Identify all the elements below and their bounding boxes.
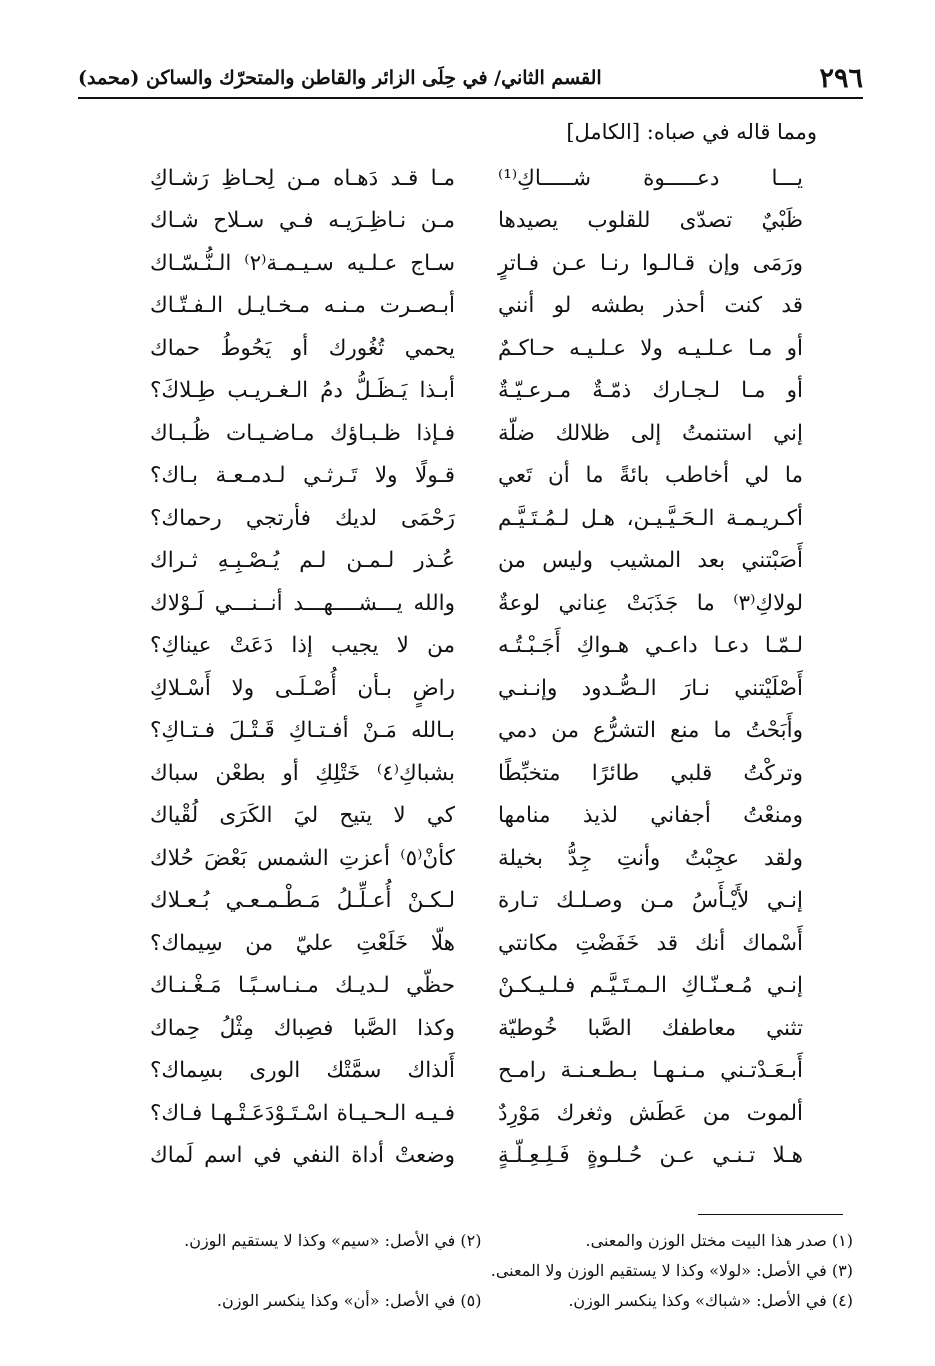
footnote: (٥) في الأصل: «أن» وكذا ينكسر الوزن.	[216, 1291, 482, 1310]
verse	[150, 1092, 803, 1135]
verse	[150, 327, 803, 370]
verse	[150, 497, 803, 540]
verse-second-hemistich: عُـذر لـمـن لـم يُـصْـبِـهِ ثـراك	[150, 548, 455, 574]
verse-second-hemistich: هلّا خَلَعْتِ عليّ من سِيماك؟	[150, 930, 455, 956]
verse-second-hemistich: بـالله مَـنْ أفـتـاكِ قَـتْـلَ فـتـاكِ؟	[150, 718, 455, 744]
verse-second-hemistich: رَحْمَى لديك فأرتجي رحماك؟	[150, 505, 455, 531]
verse-second-hemistich: كي لا يتيح ليَ الكَرَى لُقْياك	[150, 803, 455, 829]
verse	[150, 157, 803, 200]
verse-first-hemistich: ما لي أخاطب بائةً ما أن تَعي	[498, 463, 803, 489]
verse-second-hemistich: فـإذا ظـبـاؤك مـاضـيـات ظُـبـاك	[150, 420, 455, 446]
verse-second-hemistich: مـن نـاظِـرَيـه فـي سـلاح شـاك	[150, 208, 455, 234]
verse-second-hemistich: أبـصـرت مـنـه مـخـايـل الـفـتّـاك	[150, 293, 455, 319]
verse-first-hemistich: ظَبْيٌ تصدّى للقلوب يصيدها	[498, 208, 803, 234]
verse-first-hemistich: ورَمَى وإن قـالـوا رنـا عـن فـاترٍ	[498, 250, 803, 276]
verse	[150, 922, 803, 965]
page-header	[78, 60, 863, 96]
footnote-rule	[698, 1214, 843, 1215]
footnotes	[110, 1226, 853, 1316]
verse-first-hemistich: تثني معاطفك الصَّبا خُوطيّة	[498, 1015, 803, 1041]
footnote: (٤) في الأصل: «شباك» وكذا ينكسر الوزن.	[568, 1291, 853, 1310]
verse-first-hemistich: أو مـا لـجـارك ذمّـةٌ مـرعـيّـةٌ	[498, 378, 803, 404]
verse-first-hemistich: أكـريـمـة الـحَـيَّـيـن، هـل لـمُـتَـيَّـم	[498, 505, 803, 531]
verse-first-hemistich: إنـي لأَيْـأَسُ مـن وصـلـك تـارة	[498, 888, 803, 914]
verse-second-hemistich: بشباكِ⁽٤⁾ خَتْلِكِ أو بطعْن سباك	[150, 760, 455, 786]
verse-second-hemistich: حظّي لـديـك مـنـاسـبًـا مَـغْـنـاك	[150, 973, 455, 999]
verse-first-hemistich: وتركْتُ قلبي طائرًا متخبِّطًا	[498, 760, 803, 786]
verse-second-hemistich: أبـذا يَـظَـلُّ دمُ الـغـريـب طِـلاكَ؟	[150, 378, 455, 404]
verse	[150, 625, 803, 668]
verse-first-hemistich: أَصَبْتني بعد المشيب وليس من	[498, 548, 803, 574]
verse-second-hemistich: يحمي تُغُورك أو يَحُوطُ حماك	[150, 335, 455, 361]
verse-second-hemistich: وضعتْ أداة النفي في اسم لَماك	[150, 1143, 455, 1169]
running-title: القسم الثاني/ في حِلَى الزائر والقاطن والمتحرّك والساكن (محمد)	[78, 67, 602, 89]
verse-second-hemistich: من لا يجيب إذا دَعَتْ عيناكِ؟	[150, 633, 455, 659]
verse-second-hemistich: لـكـنْ أُعـلِّـلُ مَـطْـمـعـي بُـعـلاك	[150, 888, 455, 914]
verse-second-hemistich: أَلذاك سمَّتْك الورى بسِماك؟	[150, 1058, 455, 1084]
verse	[150, 795, 803, 838]
verse	[150, 455, 803, 498]
verse-first-hemistich: أَبـعَـدْتـني مـنـهـا بـطـعـنـة رامـح	[498, 1058, 803, 1084]
verse-second-hemistich: سـاج عـلـيه سـيـمـة⁽٢⁾ الـنُّـسّـاك	[150, 250, 455, 276]
verse-second-hemistich: كأنْ⁽٥⁾ أعزتِ الشمس بَعْضَ حُلاك	[150, 845, 455, 871]
verse-second-hemistich: فـيـه الـحـيـاة اسْـتَـوْدَعَـتْـهـا فـاك؟	[150, 1100, 455, 1126]
poem-intro: ومما قاله في صباه: [الكامل]	[566, 120, 817, 144]
verse-first-hemistich: ألموت من عَطَش وثغرك مَوْرِدٌ	[498, 1100, 803, 1126]
verse-second-hemistich: راضٍ بـأن أُصْـلَـى ولا أَسْـلاكِ	[150, 675, 455, 701]
verse-first-hemistich: هـلا تـنـي عـن حُـلـوةٍ فَـلِـعِـلّـةٍ	[498, 1143, 803, 1169]
verse	[150, 412, 803, 455]
verse	[150, 837, 803, 880]
footnote-row	[110, 1286, 853, 1316]
verse	[150, 710, 803, 753]
verse	[150, 200, 803, 243]
verse-first-hemistich: وأَبَحْتُ ما منع التشرُّع من دمي	[498, 718, 803, 744]
verse	[150, 370, 803, 413]
verse-second-hemistich: وكذا الصَّبا فصِباك مِثْلُ حِماك	[150, 1015, 455, 1041]
verse-first-hemistich: لـمّـا دعـا داعـي هـواكِ أَجَـبْـتُـه	[498, 633, 803, 659]
verse	[150, 1007, 803, 1050]
verse-first-hemistich: لولاكِ⁽٣⁾ ما جَذَبَتْ عِناني لوعةٌ	[498, 590, 803, 616]
footnote: (٢) في الأصل: «سيم» وكذا لا يستقيم الوزن.	[184, 1231, 482, 1250]
page-number: ٢٩٦	[819, 62, 863, 94]
header-rule	[78, 97, 863, 99]
verse-first-hemistich: ولقد عجِبْتُ وأنتِ جِدُّ بخيلة	[498, 845, 803, 871]
verse	[150, 582, 803, 625]
verse-first-hemistich: أَسْماك أنك قد خَفَضْتِ مكانتي	[498, 930, 803, 956]
verse-first-hemistich: إني استنمتُ إلى ظلالك ضلّة	[498, 420, 803, 446]
verse-first-hemistich: إنـي مُـعـنّـاكِ الـمـتَـيَّـم فـلـيـكـنْ	[498, 973, 803, 999]
verse	[150, 752, 803, 795]
verse-second-hemistich: والله يـــشــــهـــد أنــنـــي لَـوْلاك	[150, 590, 455, 616]
poem-verses	[150, 157, 803, 1177]
footnote-row	[110, 1226, 853, 1256]
verse	[150, 242, 803, 285]
footnote: (٣) في الأصل: «لولا» وكذا لا يستقيم الوزن ولا المعنى.	[490, 1261, 853, 1280]
verse	[150, 540, 803, 583]
verse-first-hemistich: أو مـا عـلـيـه ولا عـلـيـه حـاكـمٌ	[498, 335, 803, 361]
verse-first-hemistich: قد كنت أحذر بطشه لو أنني	[498, 293, 803, 319]
verse-second-hemistich: مـا قـد دَهـاه مـن لِحـاظِ رَشـاكِ	[150, 165, 455, 191]
verse	[150, 880, 803, 923]
verse-first-hemistich: يـــا دعـــــوة شـــــاكِ⁽¹⁾	[498, 165, 803, 191]
verse	[150, 667, 803, 710]
footnote: (١) صدر هذا البيت مختل الوزن والمعنى.	[585, 1231, 853, 1250]
verse-first-hemistich: أَصْلَيْتني نـارَ الـصُّـدود وإنـنـي	[498, 675, 803, 701]
verse-second-hemistich: قـولًا ولا تَـرثـي لـدمـعـة بـاك؟	[150, 463, 455, 489]
verse	[150, 1050, 803, 1093]
verse	[150, 1135, 803, 1178]
verse-first-hemistich: ومنعْتُ أجفاني لذيذ منامها	[498, 803, 803, 829]
footnote-row	[110, 1256, 853, 1286]
verse	[150, 285, 803, 328]
verse	[150, 965, 803, 1008]
